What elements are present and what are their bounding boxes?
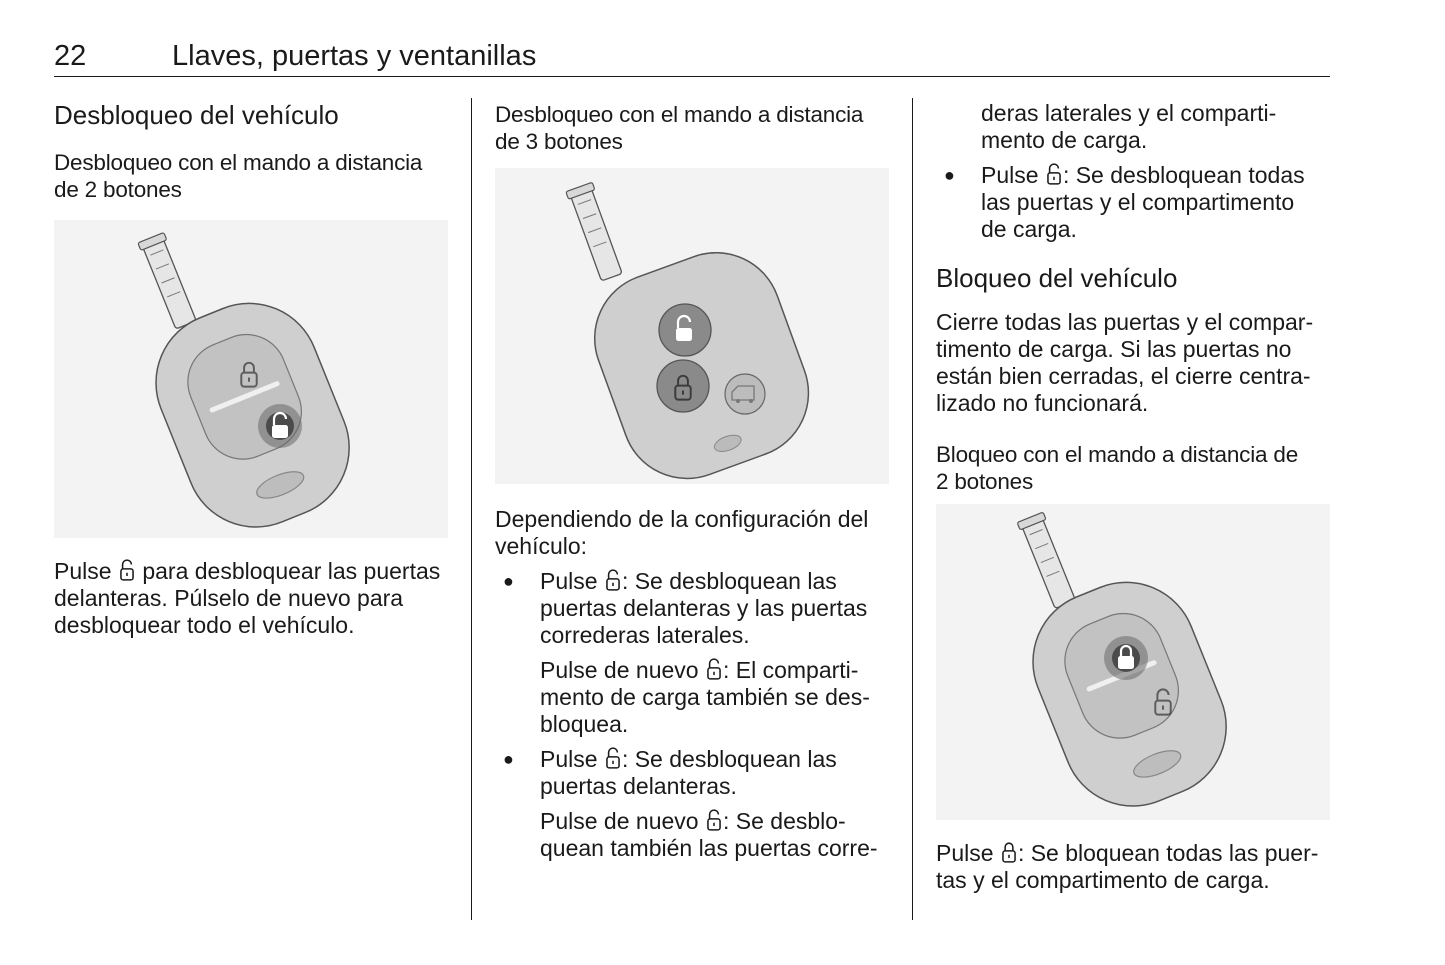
header-divider (54, 76, 1330, 77)
unlock-icon (605, 569, 621, 591)
list-item: ● Pulse : Se desbloquean las puertas delanteras y las puertas correderas laterales. (503, 568, 868, 648)
key-blade (1017, 512, 1078, 610)
column-3 (936, 100, 1336, 495)
figure-2-button-fob-unlock (54, 220, 448, 538)
figure-3-button-fob (495, 168, 889, 484)
list-item-continuation: Pulse de nuevo : El comparti- mento de carga también se des- bloquea. (540, 657, 870, 737)
chapter-title: Llaves, puertas y ventanillas (172, 40, 537, 72)
config-intro: Dependiendo de la configuración del vehículo: (495, 506, 869, 559)
key-fob-body (135, 282, 370, 538)
column-1-text (54, 558, 454, 639)
key-fob-body (1012, 561, 1247, 820)
key-blade (138, 232, 199, 330)
unlock-options-list-2 (495, 746, 895, 800)
unlock-2-button-paragraph: Pulse para desbloquear las puertas delanteras. Púlselo de nuevo para desbloquear todo el vehículo. (54, 558, 441, 638)
column-divider-2 (912, 98, 913, 920)
column-3-text (936, 840, 1336, 894)
list-item: ● Pulse : Se desbloquean todas las puertas y el compartimento de carga. (944, 162, 1305, 242)
page-number: 22 (54, 40, 87, 72)
unlock-icon (1046, 163, 1062, 185)
column-2-text (495, 506, 895, 862)
column-1 (54, 100, 454, 203)
list-item-continuation: Pulse de nuevo : Se desblo- quean también las puertas corre- (540, 808, 878, 861)
lock-2-button-paragraph: Pulse : Se bloquean todas las puer- tas y el compartimento de carga. (936, 840, 1319, 893)
unlock-options-list (495, 568, 895, 649)
section-title-lock: Bloqueo del vehículo (936, 263, 1178, 293)
key-blade (566, 182, 625, 282)
column-2 (495, 101, 895, 155)
unlock-options-list-3 (936, 162, 1336, 243)
subsection-title-unlock-3-button: Desbloqueo con el mando a distancia de 3 botones (495, 102, 864, 154)
list-item: ● Pulse : Se desbloquean las puertas delanteras. (503, 746, 837, 799)
subsection-title-lock-2-button: Bloqueo con el mando a distancia de 2 botones (936, 442, 1299, 494)
lock-paragraph: Cierre todas las puertas y el compar- timento de carga. Si las puertas no están bien cerradas, el cierre centra- lizado no funcionará. (936, 309, 1314, 416)
subsection-title-unlock-2-button (54, 149, 454, 203)
subsection-line-2: de 2 botones (54, 177, 182, 202)
subsection-line-1: Desbloqueo con el mando a distancia (54, 150, 423, 175)
figure-2-button-fob-lock (936, 504, 1330, 820)
unlock-icon (605, 747, 621, 769)
column-divider-1 (471, 98, 472, 920)
list-item-continuation: deras laterales y el comparti- mento de carga. (981, 100, 1277, 153)
lock-icon (1001, 841, 1017, 863)
unlock-icon (706, 658, 722, 680)
section-title-unlock: Desbloqueo del vehículo (54, 100, 339, 130)
unlock-icon (119, 559, 135, 581)
unlock-icon (706, 809, 722, 831)
